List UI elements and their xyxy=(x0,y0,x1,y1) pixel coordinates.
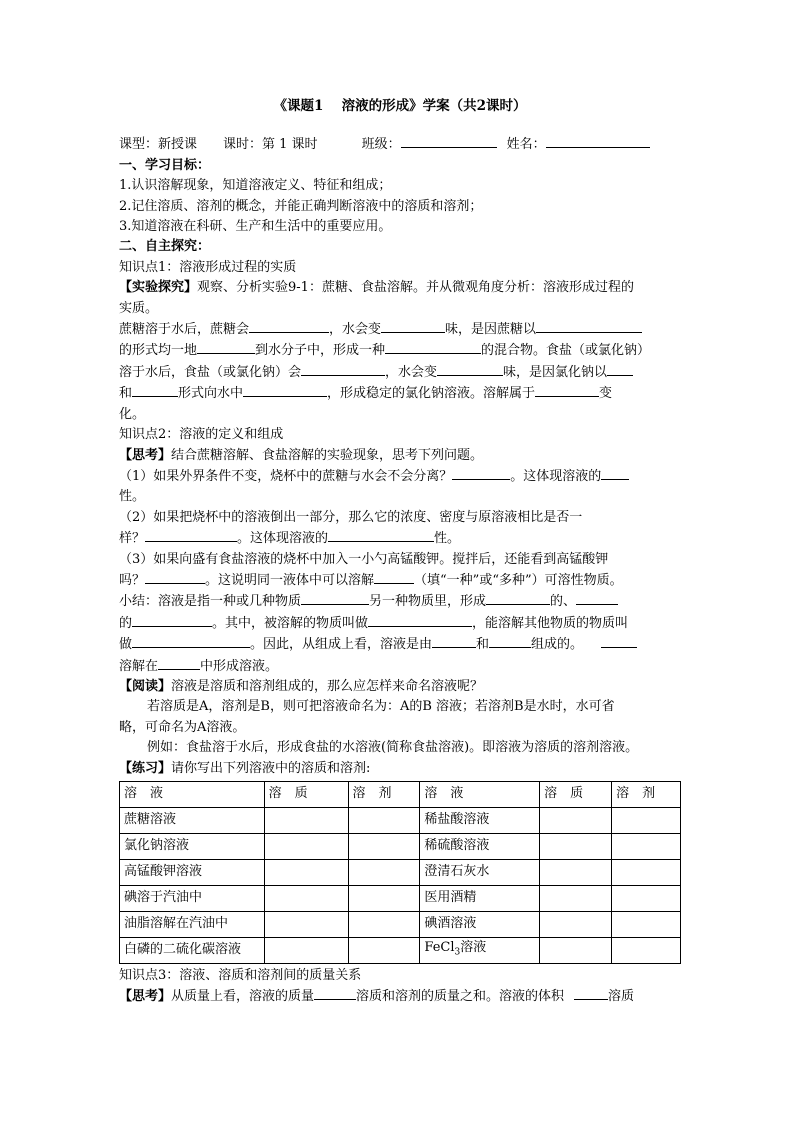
table-row xyxy=(120,912,681,938)
worksheet xyxy=(119,96,681,1008)
blank[interactable] xyxy=(385,340,481,354)
blank[interactable] xyxy=(574,986,608,1000)
header-cell: 溶 剂 xyxy=(612,782,681,808)
read-text: 溶液是溶质和溶剂组成的，那么应怎样来命名溶液呢？ xyxy=(171,678,484,694)
blank[interactable] xyxy=(145,570,205,584)
solution-cell: 稀盐酸溶液 xyxy=(420,808,540,834)
blank[interactable] xyxy=(368,613,472,627)
k1-para: 的形式均一地 到水分子中，形成一种 的混合物。食盐（或氯化钠） xyxy=(119,340,681,361)
blank[interactable] xyxy=(132,634,250,648)
goal-item: 3.知道溶液在科研、生产和生活中的重要应用。 xyxy=(119,219,392,235)
answer-cell[interactable] xyxy=(540,938,612,964)
header-cell: 溶 液 xyxy=(420,782,540,808)
blank[interactable] xyxy=(576,591,618,605)
blank[interactable] xyxy=(607,362,633,376)
page-title: 《课题1 溶液的形成》学案（共2课时） xyxy=(273,98,527,114)
solution-cell: 澄清石灰水 xyxy=(420,860,540,886)
solution-cell: 碘溶于汽油中 xyxy=(120,886,265,912)
answer-cell[interactable] xyxy=(348,834,420,860)
name-label: 姓名： xyxy=(506,137,546,153)
question-2-end: 样？ 。这体现溶液的 性。 xyxy=(119,528,681,549)
lesson-period: 课时：第 1 课时 xyxy=(223,137,318,153)
blank[interactable] xyxy=(489,634,531,648)
blank[interactable] xyxy=(535,383,599,397)
k2-title: 知识点2：溶液的定义和组成 xyxy=(119,427,284,443)
solution-cell: 油脂溶解在汽油中 xyxy=(120,912,265,938)
summary: 溶解在 中形成溶液。 xyxy=(119,656,681,677)
read-para: 若溶质是A，溶剂是B，则可把溶液命名为：A的B 溶液；若溶剂B是水时，水可省 xyxy=(147,699,615,715)
table-row xyxy=(120,808,681,834)
blank[interactable] xyxy=(197,340,255,354)
header-cell: 溶 液 xyxy=(120,782,265,808)
question-3-end: 吗？ 。这说明同一液体中可以溶解 （填“一种”或“多种”）可溶性物质。 xyxy=(119,570,681,591)
answer-cell[interactable] xyxy=(264,860,348,886)
k1-para-end: 化。 xyxy=(119,406,146,422)
summary: 的 。其中，被溶解的物质叫做 ，能溶解其他物质的物质叫 xyxy=(119,613,681,634)
table-header-row xyxy=(120,782,681,808)
k1-para: 和 形式向水中 ，形成稳定的氯化钠溶液。溶解属于 变 xyxy=(119,383,681,404)
blank[interactable] xyxy=(145,528,237,542)
k3-para: 【思考】从质量上看，溶液的质量 溶质和溶剂的质量之和。溶液的体积 溶质 xyxy=(119,986,681,1007)
answer-cell[interactable] xyxy=(348,808,420,834)
answer-cell[interactable] xyxy=(612,938,681,964)
answer-cell[interactable] xyxy=(540,886,612,912)
goals-heading: 一、学习目标： xyxy=(119,157,211,173)
question-1-end: 性。 xyxy=(119,489,146,505)
blank[interactable] xyxy=(328,528,434,542)
answer-cell[interactable] xyxy=(612,834,681,860)
summary: 小结：溶液是指一种或几种物质 另一种物质里，形成 的、 xyxy=(119,591,681,612)
blank[interactable] xyxy=(381,319,445,333)
answer-cell[interactable] xyxy=(264,938,348,964)
think-text: 结合蔗糖溶解、食盐溶解的实验现象，思考下列问题。 xyxy=(171,447,484,463)
solution-cell: 氯化钠溶液 xyxy=(120,834,265,860)
blank[interactable] xyxy=(432,634,476,648)
blank[interactable] xyxy=(301,362,385,376)
answer-cell[interactable] xyxy=(264,834,348,860)
blank[interactable] xyxy=(314,986,356,1000)
blank[interactable] xyxy=(132,383,178,397)
exp-tag: 【实验探究】 xyxy=(119,280,198,296)
solution-cell: 蔗糖溶液 xyxy=(120,808,265,834)
think-tag: 【思考】 xyxy=(119,447,172,463)
table-row xyxy=(120,860,681,886)
explore-heading: 二、自主探究： xyxy=(119,239,211,255)
class-label: 班级： xyxy=(361,137,401,153)
table-row xyxy=(120,834,681,860)
answer-cell[interactable] xyxy=(348,912,420,938)
blank[interactable] xyxy=(243,383,327,397)
question-1: （1）如果外界条件不变，烧杯中的蔗糖与水会不会分离？ 。这体现溶液的 xyxy=(119,466,681,487)
answer-cell[interactable] xyxy=(264,886,348,912)
answer-cell[interactable] xyxy=(540,834,612,860)
answer-cell[interactable] xyxy=(612,886,681,912)
blank[interactable] xyxy=(452,466,510,480)
blank[interactable] xyxy=(601,634,637,648)
summary: 做 。因此，从组成上看，溶液是由 和 组成的。 xyxy=(119,634,681,655)
answer-cell[interactable] xyxy=(348,860,420,886)
header-cell: 溶 质 xyxy=(540,782,612,808)
answer-cell[interactable] xyxy=(612,808,681,834)
answer-cell[interactable] xyxy=(348,886,420,912)
answer-cell[interactable] xyxy=(612,912,681,938)
answer-cell[interactable] xyxy=(348,938,420,964)
blank[interactable] xyxy=(132,613,212,627)
header-cell: 溶 剂 xyxy=(348,782,420,808)
read-para: 例如：食盐溶于水后，形成食盐的水溶液(简称食盐溶液)。即溶液为溶质的溶剂溶液。 xyxy=(147,740,639,756)
blank[interactable] xyxy=(374,570,414,584)
exp-text: 观察、分析实验9-1：蔗糖、食盐溶解。并从微观角度分析：溶液形成过程的 xyxy=(197,280,634,296)
k1-para: 溶于水后，食盐（或氯化钠）会 ，水会变 味，是因氯化钠以 xyxy=(119,362,681,383)
info-line xyxy=(119,134,681,155)
answer-cell[interactable] xyxy=(264,912,348,938)
answer-cell[interactable] xyxy=(540,808,612,834)
practice-table xyxy=(119,781,681,964)
exp-text-2: 实质。 xyxy=(119,300,159,316)
solution-cell: 稀硫酸溶液 xyxy=(420,834,540,860)
header-cell: 溶 质 xyxy=(264,782,348,808)
blank[interactable] xyxy=(158,656,200,670)
solution-cell: 碘酒溶液 xyxy=(420,912,540,938)
lesson-type: 课型：新授课 xyxy=(119,137,198,153)
k1-para: 蔗糖溶于水后，蔗糖会 ，水会变 味，是因蔗糖以 xyxy=(119,319,681,340)
table-row xyxy=(120,886,681,912)
blank[interactable] xyxy=(301,591,369,605)
answer-cell[interactable] xyxy=(540,912,612,938)
goal-item: 2.记住溶质、溶剂的概念，并能正确判断溶液中的溶质和溶剂； xyxy=(119,198,483,214)
question-3: （3）如果向盛有食盐溶液的烧杯中加入一小勺高锰酸钾。搅拌后，还能看到高锰酸钾 xyxy=(119,551,609,567)
blank[interactable] xyxy=(601,466,629,480)
solution-cell: 医用酒精 xyxy=(420,886,540,912)
solution-cell: 白磷的二硫化碳溶液 xyxy=(120,938,265,964)
k1-title: 知识点1：溶液形成过程的实质 xyxy=(119,259,297,275)
practice-tag: 【练习】 xyxy=(119,760,172,776)
answer-cell[interactable] xyxy=(264,808,348,834)
answer-cell[interactable] xyxy=(540,860,612,886)
solution-cell: FeCl$_3$溶液 xyxy=(420,938,540,964)
class-blank[interactable] xyxy=(401,134,497,148)
blank[interactable] xyxy=(249,319,329,333)
goal-item: 1.认识溶解现象，知道溶液定义、特征和组成； xyxy=(119,178,392,194)
name-blank[interactable] xyxy=(546,134,650,148)
solution-cell: 高锰酸钾溶液 xyxy=(120,860,265,886)
table-row xyxy=(120,938,681,964)
blank[interactable] xyxy=(486,591,550,605)
k3-title: 知识点3：溶液、溶质和溶剂间的质量关系 xyxy=(119,968,362,983)
answer-cell[interactable] xyxy=(612,860,681,886)
blank[interactable] xyxy=(437,362,503,376)
read-tag: 【阅读】 xyxy=(119,678,172,694)
question-2: （2）如果把烧杯中的溶液倒出一部分，那么它的浓度、密度与原溶液相比是否一 xyxy=(119,509,583,525)
practice-text: 请你写出下列溶液中的溶质和溶剂: xyxy=(171,760,371,776)
blank[interactable] xyxy=(536,319,642,333)
read-para: 略，可命名为A溶液。 xyxy=(119,719,246,735)
